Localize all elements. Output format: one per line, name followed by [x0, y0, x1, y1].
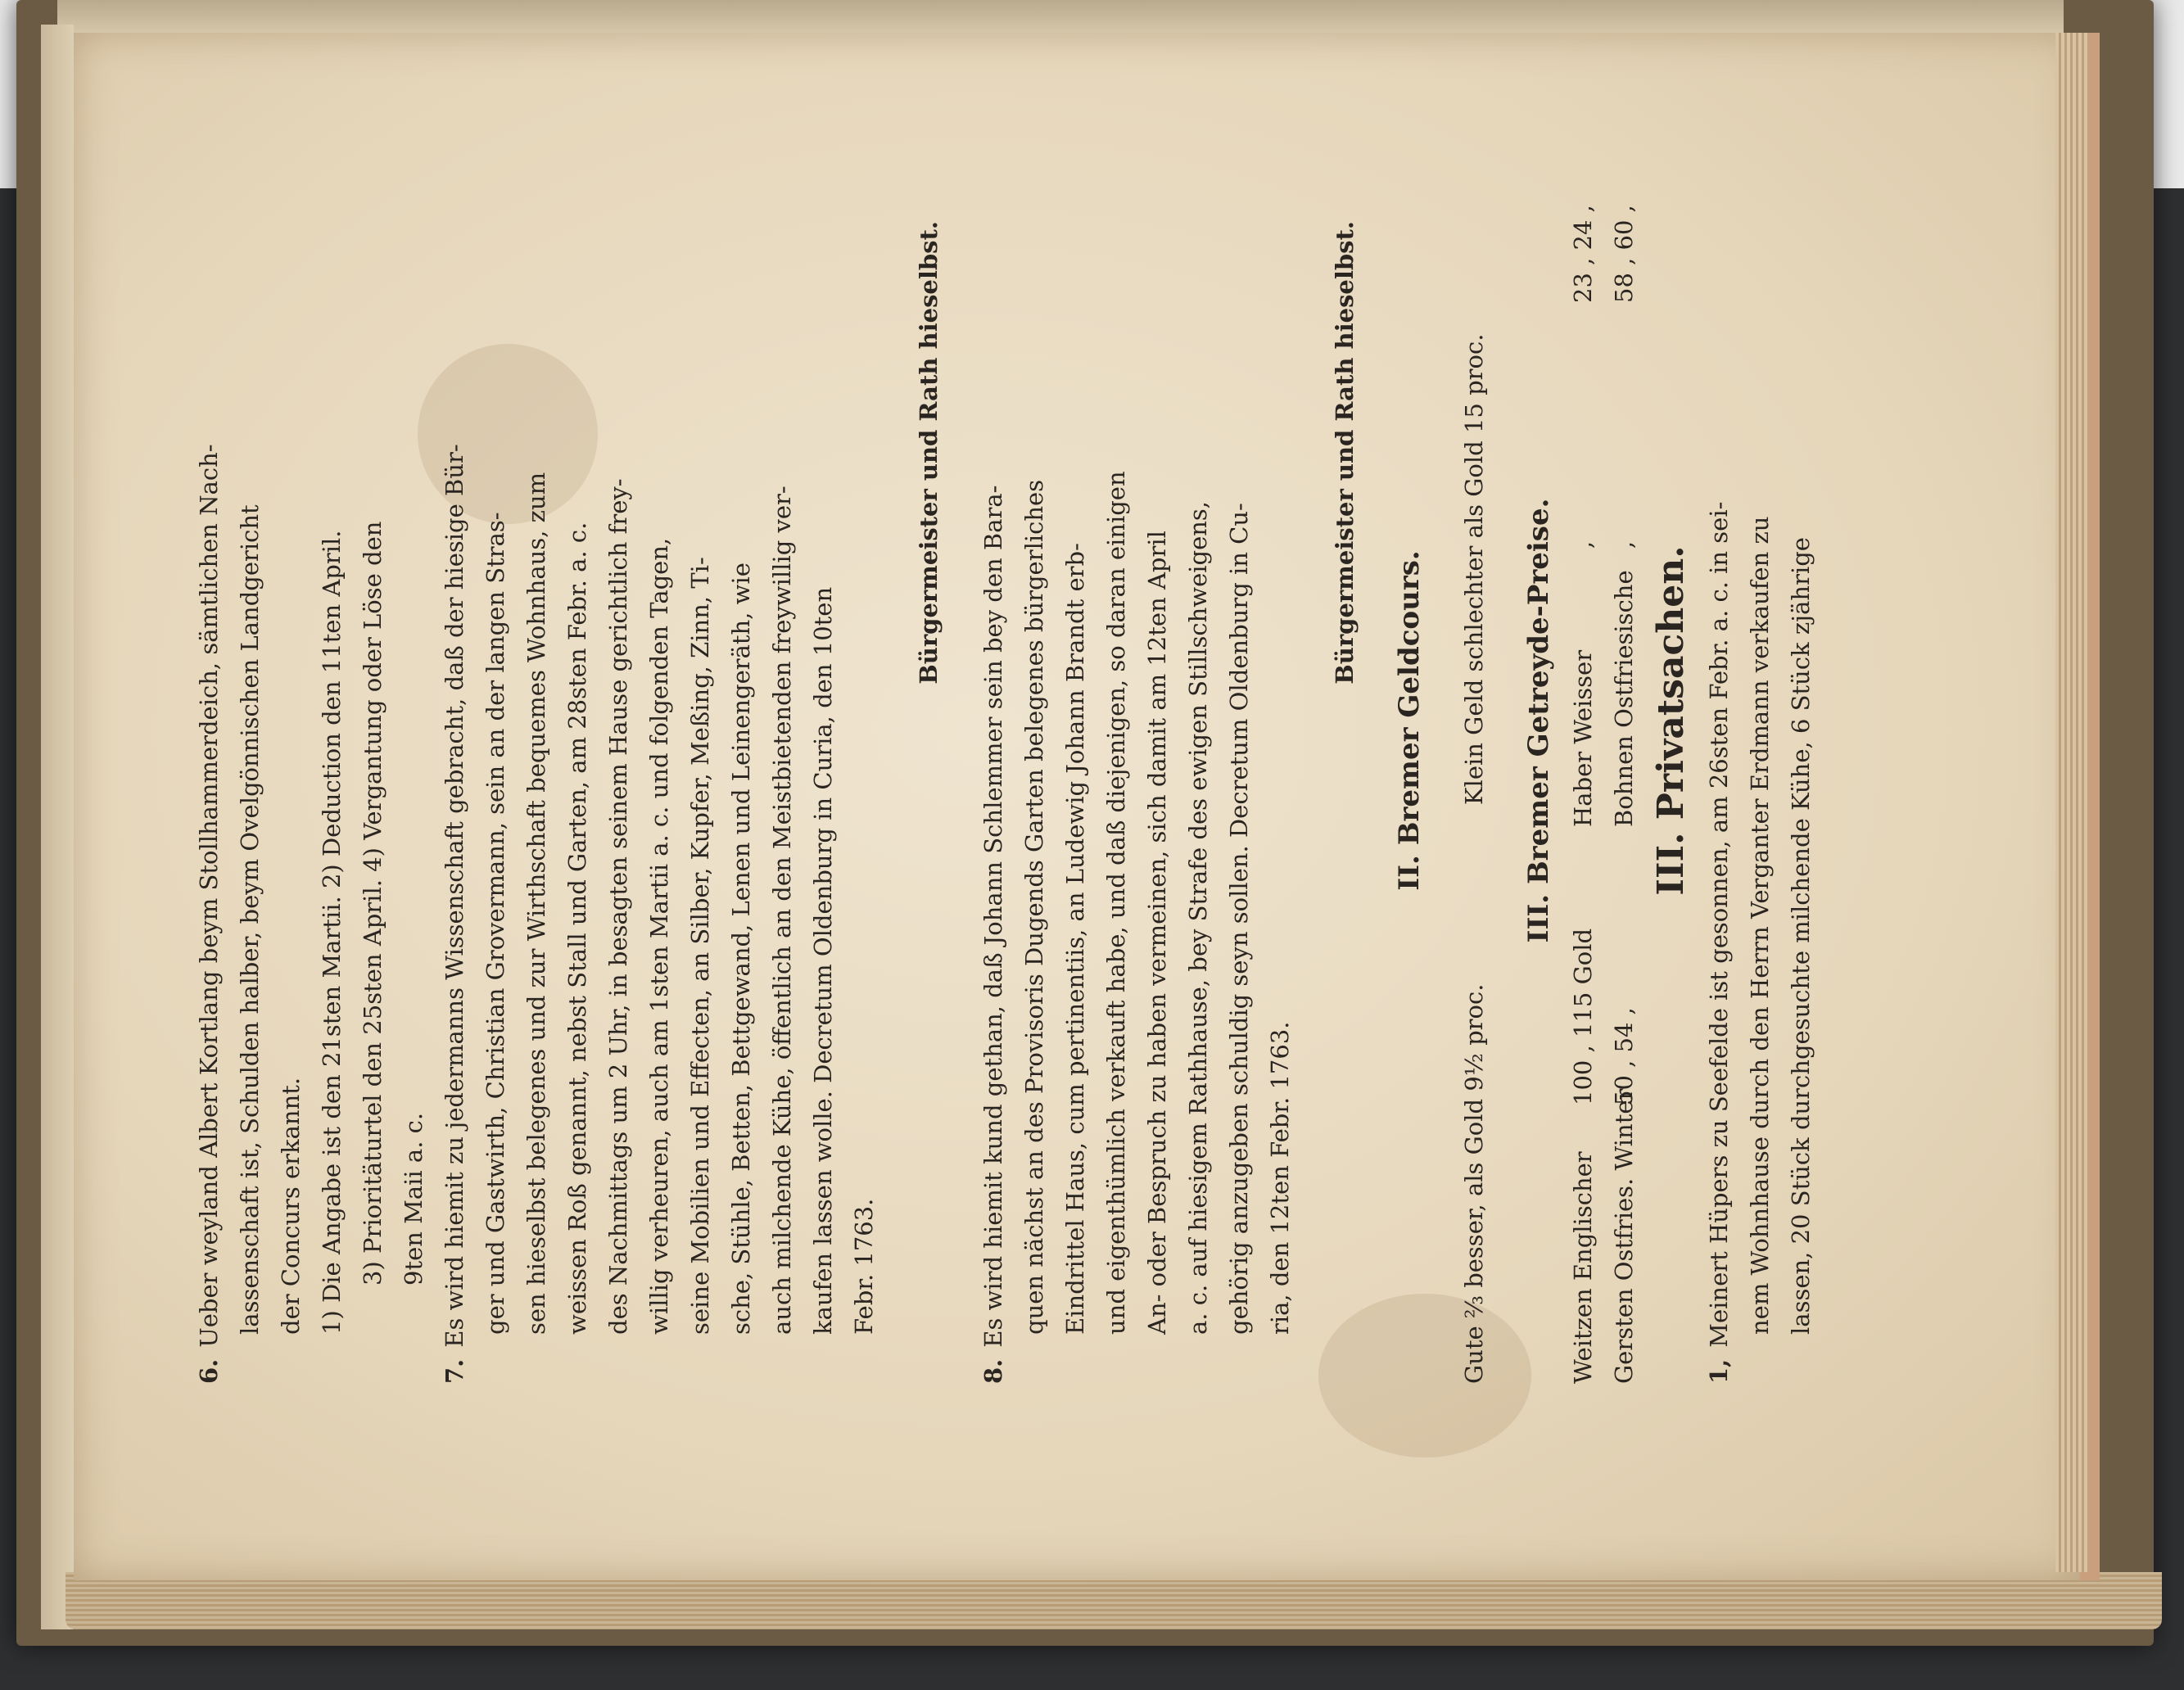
geldcours-right: Klein Geld schlechter als Gold 15 proc. [1460, 333, 1488, 806]
price-cell: 23 , 24 , [1569, 205, 1597, 303]
entry-line: seine Mobilien und Effecten, an Silber, Kupfer, Meßing, Zinn, Ti- [686, 557, 714, 1335]
entry-line: An- oder Bespruch zu haben vermeinen, sich damit am 12ten April [1143, 531, 1171, 1335]
entry-line: weissen Roß genannt, nebst Stall und Garten, am 28sten Febr. a. c. [563, 522, 591, 1335]
entry-line: sche, Stühle, Betten, Bettgewand, Lenen und Leinengeräth, wie [727, 563, 755, 1335]
price-cell: 58 , 60 , [1610, 205, 1638, 303]
price-cell: 50 , 54 , [1610, 1007, 1638, 1105]
price-cell: Gersten Ostfries. Winter [1610, 1088, 1638, 1384]
entry-line: Ueber weyland Albert Kortlang beym Stollhammerdeich, sämtlichen Nach- [195, 444, 223, 1348]
section-title-geldcours: II. Bremer Geldcours. [1393, 550, 1426, 891]
signature-council: Bürgermeister und Rath hieselbst. [1331, 221, 1359, 685]
entry-line: 9ten Maii a. c. [400, 1112, 427, 1286]
entry-line: ria, den 12ten Febr. 1763. [1266, 1021, 1294, 1335]
price-cell: Bohnen Ostfriesische [1610, 570, 1638, 827]
entry-line: willig verheuren, auch am 1sten Martii a. c. und folgenden Tagen, [645, 537, 673, 1335]
entry-line: kaufen lassen wolle. Decretum Oldenburg in Curia, den 10ten [809, 586, 837, 1335]
price-row [1562, 57, 1603, 1384]
entry-line: gehörig anzugeben schuldig seyn sollen. Decretum Oldenburg in Cu- [1225, 503, 1253, 1335]
page-stack-left [41, 25, 74, 1629]
price-cell: , [1569, 540, 1597, 549]
entry-line: auch milchende Kühe, öffentlich an den Meistbietenden freywillig ver- [768, 486, 796, 1335]
page-stack-top [57, 0, 2064, 33]
section-title-privatsachen: III. Privatsachen. [1650, 545, 1692, 896]
page-text [188, 57, 1815, 1384]
entry-line: Es wird hiemit kund gethan, daß Johann Schlemmer sein bey den Bara- [979, 485, 1007, 1348]
entry-line: lassen, 20 Stück durchgesuchte milchende Kühe, 6 Stück zjährige [1787, 537, 1815, 1335]
entry-line: Febr. 1763. [850, 1198, 878, 1335]
entry-number: 6. [195, 1358, 223, 1384]
entry-8 [973, 57, 1300, 1384]
entry-line: sen hieselbst belegenes und zur Wirthschaft bequemes Wohnhaus, zum [522, 472, 550, 1335]
entry-number: 1, [1705, 1358, 1733, 1384]
page-stack-bottom [66, 1572, 2162, 1629]
entry-7 [434, 57, 884, 1384]
price-row [1603, 57, 1644, 1384]
entry-number: 8. [979, 1358, 1007, 1384]
entry-line: und eigenthümlich verkauft habe, und daß diejenigen, so daran einigen [1102, 471, 1130, 1335]
price-cell: Weitzen Englischer [1569, 1151, 1597, 1384]
entry-line: Es wird hiemit zu jedermanns Wissenschaft gebracht, daß der hiesige Bür- [441, 444, 468, 1348]
entry-private-1 [1698, 57, 1821, 1384]
entry-line: quen nächst an des Provisoris Dugends Garten belegenes bürgerliches [1020, 479, 1048, 1335]
entry-line: 3) Prioritäturtel den 25sten April. 4) Vergantung oder Löse den [359, 521, 387, 1286]
entry-line: des Nachmittags um 2 Uhr, in besagten seinem Hause gerichtlich frey- [604, 478, 632, 1335]
entry-6 [188, 57, 434, 1384]
entry-line: Meinert Hüpers zu Seefelde ist gesonnen, am 26sten Febr. a. c. in sei- [1705, 501, 1733, 1348]
entry-line: nem Wohnhause durch den Herrn Verganter Erdmann verkaufen zu [1746, 516, 1774, 1335]
entry-line: ger und Gastwirth, Christian Grovermann, sein an der langen Stras- [482, 512, 509, 1335]
geldcours-left: Gute ⅔ besser, als Gold 9½ proc. [1460, 983, 1488, 1384]
entry-line: lassenschaft ist, Schulden halber, beym Ovelgönnischen Landgericht [236, 504, 264, 1335]
section-title-getreyde: III. Bremer Getreyde-Preise. [1522, 498, 1555, 943]
entry-number: 7. [441, 1358, 468, 1384]
price-cell: , [1610, 540, 1638, 549]
page-fore-edge [2055, 33, 2088, 1572]
sub-number: 1) [318, 1310, 346, 1335]
price-cell: 100 , 115 Gold [1569, 928, 1597, 1105]
entry-line: a. c. auf hiesigem Rathhause, bey Strafe des ewigen Stillschweigens, [1184, 500, 1212, 1335]
entry-line: Eindrittel Haus, cum pertinentiis, an Ludewig Johann Brandt erb- [1061, 543, 1089, 1335]
signature-council: Bürgermeister und Rath hieselbst. [915, 221, 943, 685]
entry-line: der Concurs erkannt. [277, 1077, 305, 1335]
geldcours-line [1454, 57, 1494, 1384]
entry-line: Die Angabe ist den 21sten Martii. 2) Deduction den 11ten April. [318, 530, 346, 1304]
price-cell: Haber Weisser [1569, 649, 1597, 827]
